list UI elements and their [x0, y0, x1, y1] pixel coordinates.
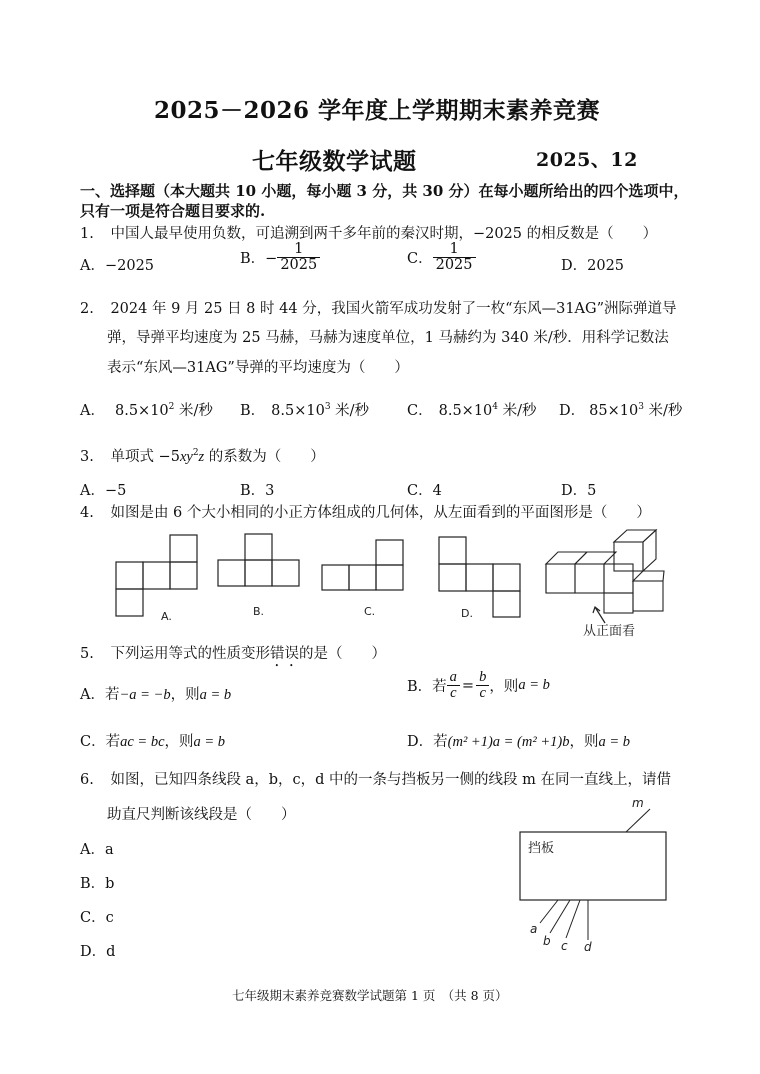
- q6-option-b[interactable]: B．b: [80, 876, 115, 892]
- solid-figure: [546, 530, 664, 613]
- exponent: 3: [324, 402, 331, 413]
- emphasized-text: 错误: [269, 646, 299, 662]
- option-label: A．若: [80, 687, 120, 703]
- q3-option-d[interactable]: D．5: [561, 483, 597, 499]
- option-d-figure[interactable]: [439, 537, 520, 617]
- q2-option-d[interactable]: [559, 399, 682, 420]
- option-label: C．: [407, 251, 433, 268]
- option-label-a: A.: [161, 610, 172, 623]
- exponent: 2: [168, 402, 175, 413]
- page-footer: 七年级期末素养竞赛数学试题第 1 页 （共 8 页）: [232, 988, 508, 1003]
- unit: 米/秒: [498, 403, 537, 419]
- variable: z: [198, 449, 205, 465]
- denominator: c: [450, 685, 457, 702]
- question-text: 2024 年 9 月 25 日 8 时 44 分，我国火箭军成功发射了一枚“东风—31AG”洲际弹道导: [110, 301, 677, 317]
- q2-option-a[interactable]: [80, 399, 213, 420]
- numerator: b: [476, 670, 489, 686]
- exponent: 2: [192, 448, 199, 459]
- q3-option-a[interactable]: A．−5: [80, 483, 127, 499]
- q1-option-c[interactable]: [407, 242, 476, 273]
- question-text: 如图，已知四条线段 a，b，c，d 中的一条与挡板另一侧的线段 m 在同一直线上，请借: [110, 772, 671, 788]
- label-a: a: [530, 922, 538, 936]
- base: 8.5×10: [438, 403, 493, 419]
- option-label: B．−: [240, 251, 278, 268]
- q5-option-b[interactable]: [407, 670, 550, 701]
- option-label: C．: [407, 403, 433, 419]
- q5-option-d[interactable]: [407, 730, 630, 751]
- expression: (m² +1)a = (m² +1)b: [447, 734, 570, 750]
- question-3: [80, 445, 325, 466]
- fraction-right: [476, 670, 489, 701]
- question-text-pre: 下列运用等式的性质变形: [110, 646, 270, 662]
- conclusion: a = b: [598, 734, 630, 750]
- question-text: 中国人最早使用负数，可追溯到两千多年前的秦汉时期，−2025 的相反数是（ ）: [110, 226, 658, 242]
- q6-option-d[interactable]: D．d: [80, 944, 116, 960]
- exam-title: 2025－2026 学年度上学期期末素养竞赛: [154, 97, 601, 124]
- label-d: d: [584, 940, 592, 954]
- conclusion: a = b: [518, 677, 550, 694]
- option-label-c: C.: [364, 605, 376, 618]
- equals-sign: =: [461, 677, 475, 694]
- section-heading-line2: 只有一项是符合题目要求的.: [80, 202, 266, 220]
- q3-option-b[interactable]: B．3: [240, 483, 275, 499]
- section-heading-line1: 一、选择题（本大题共 10 小题，每小题 3 分，共 30 分）在每小题所给出的四个选项中，: [80, 182, 689, 200]
- option-label: A．: [80, 403, 105, 419]
- question-1: [80, 222, 657, 243]
- numerator: 1: [433, 242, 476, 258]
- exam-date: 2025、12: [536, 149, 638, 171]
- segment-b: [550, 900, 570, 933]
- label-c: c: [561, 939, 568, 953]
- question-text-pre: 单项式 −5: [110, 449, 180, 465]
- option-connector: ，则: [489, 679, 519, 696]
- option-label: D．若: [407, 734, 448, 750]
- base: 8.5×10: [114, 403, 169, 419]
- question-5: [80, 642, 386, 670]
- q6-option-a[interactable]: A．a: [80, 842, 114, 858]
- question-number: 6.: [80, 772, 94, 788]
- option-a-figure[interactable]: [116, 535, 197, 616]
- exam-subtitle: 七年级数学试题: [252, 148, 417, 175]
- front-view-label: 从正面看: [583, 624, 636, 639]
- question-text-post: 的是（ ）: [298, 646, 386, 662]
- q4-figures: [0, 525, 760, 645]
- denominator: 2025: [280, 257, 318, 274]
- option-label: D．: [559, 403, 586, 419]
- question-number: 3.: [80, 449, 94, 465]
- numerator: a: [447, 670, 460, 686]
- base: 85×10: [589, 403, 639, 419]
- question-number: 4.: [80, 505, 94, 521]
- q1-option-d[interactable]: D．2025: [561, 258, 625, 274]
- numerator: 1: [277, 242, 320, 258]
- option-label-b: B.: [253, 605, 265, 618]
- exponent: 3: [638, 402, 644, 413]
- segment-m: [626, 809, 650, 832]
- option-label: B．若: [407, 679, 447, 696]
- option-connector: ，则: [569, 734, 599, 750]
- q1-option-a[interactable]: A．−2025: [80, 258, 155, 274]
- denominator: c: [479, 685, 486, 702]
- q5-option-a[interactable]: [80, 683, 231, 704]
- label-m: m: [632, 796, 644, 810]
- exponent: 4: [492, 402, 499, 413]
- option-label-d: D.: [461, 607, 473, 620]
- question-text-post: 的系数为（ ）: [204, 449, 325, 465]
- label-b: b: [543, 934, 551, 948]
- base: 8.5×10: [271, 403, 325, 419]
- unit: 米/秒: [643, 403, 683, 419]
- option-label: B．: [240, 403, 266, 419]
- unit: 米/秒: [330, 403, 370, 419]
- expression: −a = −b: [119, 687, 171, 703]
- fraction: [277, 242, 320, 273]
- variable: xy: [179, 449, 193, 465]
- q1-option-b[interactable]: [240, 242, 320, 273]
- option-label: C．若: [80, 734, 121, 750]
- conclusion: a = b: [199, 687, 232, 703]
- q6-option-c[interactable]: C．c: [80, 910, 114, 926]
- conclusion: a = b: [193, 734, 226, 750]
- q6-figure: [500, 795, 700, 965]
- option-c-figure[interactable]: [322, 540, 403, 590]
- fraction: [433, 242, 476, 273]
- question-number: 2.: [80, 301, 94, 317]
- board-label: 挡板: [528, 841, 555, 856]
- option-connector: ，则: [170, 687, 200, 703]
- unit: 米/秒: [174, 403, 213, 419]
- q2-option-b[interactable]: [240, 399, 369, 420]
- question-4: [80, 501, 651, 522]
- denominator: 2025: [435, 257, 473, 274]
- segment-c: [566, 900, 580, 938]
- fraction-left: [447, 670, 460, 701]
- option-b-figure[interactable]: [218, 534, 299, 586]
- question-text: 如图是由 6 个大小相同的小正方体组成的几何体，从左面看到的平面图形是（ ）: [110, 505, 651, 521]
- question-number: 5.: [80, 646, 94, 662]
- question-2: [80, 297, 677, 318]
- segment-a: [540, 900, 558, 923]
- expression: ac = bc: [120, 734, 165, 750]
- question-2-line2: 弹，导弹平均速度为 25 马赫，马赫为速度单位，1 马赫约为 340 米/秒．用科学记数法: [107, 330, 669, 346]
- question-2-line3: 表示“东风—31AG”导弹的平均速度为（ ）: [107, 360, 409, 376]
- question-6-line2: 助直尺判断该线段是（ ）: [107, 807, 296, 823]
- q3-option-c[interactable]: C．4: [407, 483, 442, 499]
- question-6: [80, 768, 671, 789]
- q2-option-c[interactable]: [407, 399, 537, 420]
- option-connector: ，则: [164, 734, 194, 750]
- question-number: 1.: [80, 226, 94, 242]
- q5-option-c[interactable]: [80, 730, 225, 751]
